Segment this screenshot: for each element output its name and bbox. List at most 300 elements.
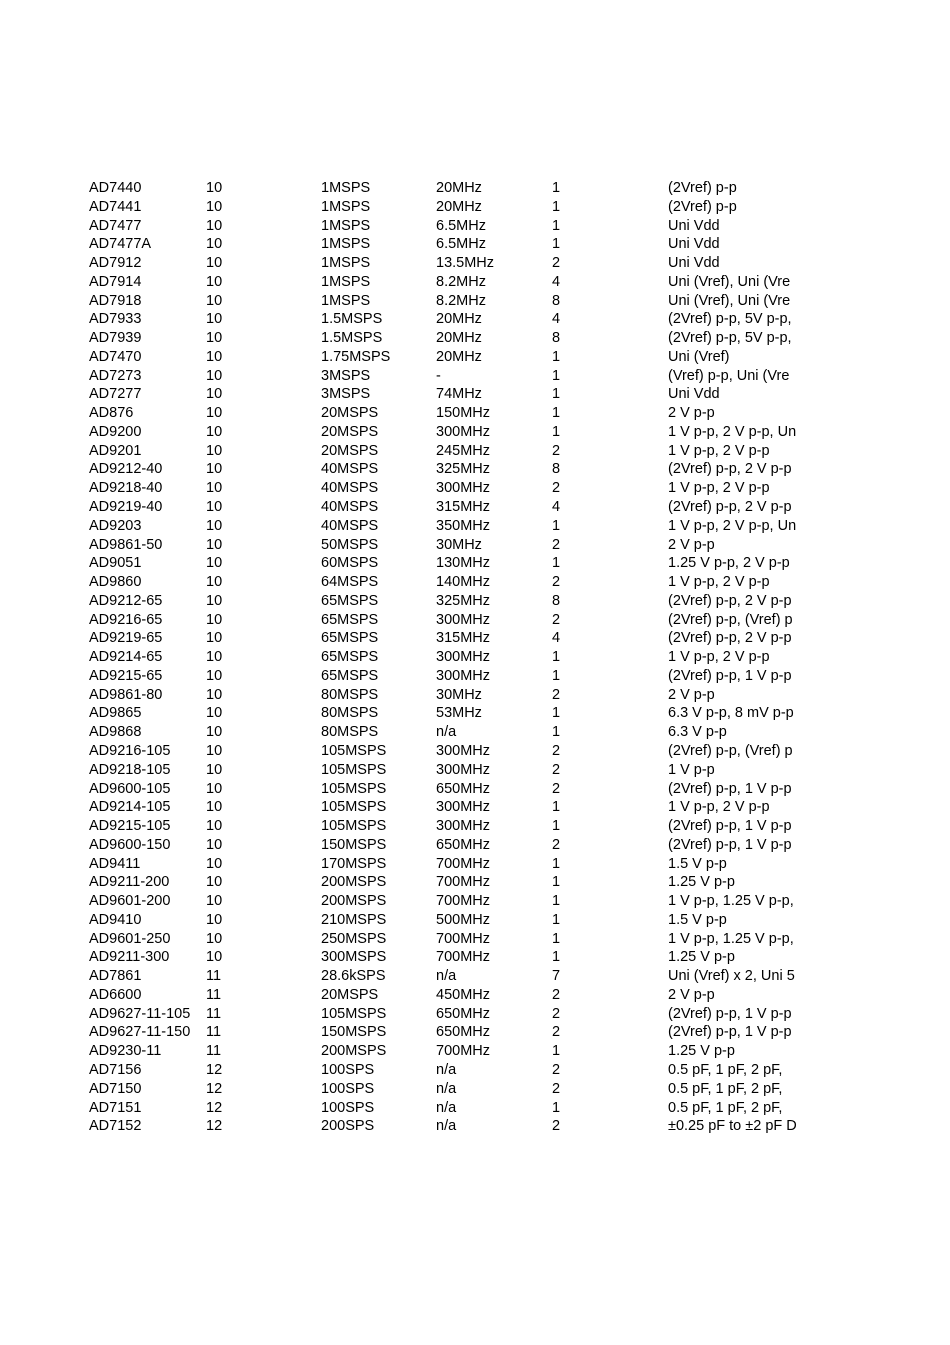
table-row (89, 1042, 909, 1061)
input-range-cell: (2Vref) p-p, 2 V p-p (668, 592, 792, 609)
channels-cell: 8 (552, 461, 561, 478)
bandwidth-cell: 300MHz (436, 423, 490, 440)
table-row (89, 742, 909, 761)
resolution-cell: 12 (206, 1061, 223, 1078)
sample-rate-cell: 105MSPS (321, 799, 387, 816)
part-number-cell: AD7912 (89, 255, 142, 272)
part-number-cell: AD9215-105 (89, 818, 171, 835)
input-range-cell: (2Vref) p-p, 5V p-p, (668, 330, 792, 347)
channels-cell: 2 (552, 480, 561, 497)
resolution-cell: 11 (206, 986, 222, 1003)
sample-rate-cell: 150MSPS (321, 836, 387, 853)
sample-rate-cell: 105MSPS (321, 761, 387, 778)
channels-cell: 2 (552, 255, 561, 272)
resolution-cell: 12 (206, 1118, 223, 1135)
sample-rate-cell: 65MSPS (321, 611, 379, 628)
input-range-cell: (2Vref) p-p, (Vref) p (668, 611, 793, 628)
resolution-cell: 10 (206, 180, 223, 196)
table-row (89, 667, 909, 686)
bandwidth-cell: 20MHz (436, 198, 482, 215)
input-range-cell: 1.25 V p-p (668, 1043, 735, 1060)
part-number-cell: AD7939 (89, 330, 142, 347)
channels-cell: 4 (552, 273, 561, 290)
bandwidth-cell: 300MHz (436, 611, 490, 628)
sample-rate-cell: 50MSPS (321, 536, 379, 553)
sample-rate-cell: 60MSPS (321, 555, 379, 572)
part-number-cell: AD9219-40 (89, 499, 163, 516)
spreadsheet-table (89, 179, 909, 1136)
channels-cell: 1 (552, 1043, 561, 1060)
table-row (89, 179, 909, 198)
sample-rate-cell: 20MSPS (321, 442, 379, 459)
part-number-cell: AD7156 (89, 1061, 142, 1078)
resolution-cell: 10 (206, 367, 223, 384)
table-row (89, 930, 909, 949)
channels-cell: 1 (552, 667, 561, 684)
table-row (89, 780, 909, 799)
resolution-cell: 10 (206, 611, 223, 628)
input-range-cell: 1 V p-p, 2 V p-p, Un (668, 423, 797, 440)
table-row (89, 1023, 909, 1042)
table-row (89, 254, 909, 273)
table-row (89, 873, 909, 892)
channels-cell: 1 (552, 818, 561, 835)
part-number-cell: AD7152 (89, 1118, 142, 1135)
sample-rate-cell: 105MSPS (321, 1005, 387, 1022)
table-row (89, 273, 909, 292)
channels-cell: 2 (552, 1005, 561, 1022)
part-number-cell: AD9218-105 (89, 761, 171, 778)
table-row (89, 442, 909, 461)
channels-cell: 1 (552, 405, 561, 422)
sample-rate-cell: 200MSPS (321, 893, 387, 910)
part-number-cell: AD9203 (89, 517, 142, 534)
resolution-cell: 10 (206, 255, 223, 272)
input-range-cell: (2Vref) p-p, 2 V p-p (668, 499, 792, 516)
sample-rate-cell: 105MSPS (321, 818, 387, 835)
channels-cell: 1 (552, 198, 561, 215)
input-range-cell: 2 V p-p (668, 536, 715, 553)
sample-rate-cell: 3MSPS (321, 386, 371, 403)
part-number-cell: AD9861-50 (89, 536, 163, 553)
channels-cell: 1 (552, 386, 561, 403)
input-range-cell: 6.3 V p-p (668, 724, 727, 741)
table-row (89, 498, 909, 517)
table-row (89, 648, 909, 667)
table-row (89, 554, 909, 573)
part-number-cell: AD9601-200 (89, 893, 171, 910)
part-number-cell: AD7273 (89, 367, 142, 384)
bandwidth-cell: 700MHz (436, 1043, 490, 1060)
input-range-cell: Uni (Vref) x 2, Uni 5 (668, 968, 795, 985)
resolution-cell: 10 (206, 517, 223, 534)
input-range-cell: (Vref) p-p, Uni (Vre (668, 367, 790, 384)
resolution-cell: 10 (206, 630, 223, 647)
part-number-cell: AD7914 (89, 273, 142, 290)
resolution-cell: 10 (206, 855, 223, 872)
resolution-cell: 10 (206, 536, 223, 553)
sample-rate-cell: 1MSPS (321, 273, 371, 290)
bandwidth-cell: 300MHz (436, 761, 490, 778)
sample-rate-cell: 170MSPS (321, 855, 387, 872)
channels-cell: 2 (552, 742, 561, 759)
sample-rate-cell: 80MSPS (321, 724, 379, 741)
resolution-cell: 10 (206, 592, 223, 609)
input-range-cell: 2 V p-p (668, 686, 715, 703)
resolution-cell: 10 (206, 724, 223, 741)
table-row (89, 704, 909, 723)
bandwidth-cell: 74MHz (436, 386, 482, 403)
bandwidth-cell: 700MHz (436, 874, 490, 891)
table-row (89, 911, 909, 930)
part-number-cell: AD7470 (89, 348, 142, 365)
table-row (89, 573, 909, 592)
input-range-cell: 2 V p-p (668, 405, 715, 422)
sample-rate-cell: 200MSPS (321, 874, 387, 891)
part-number-cell: AD9410 (89, 911, 142, 928)
table-row (89, 611, 909, 630)
part-number-cell: AD9600-105 (89, 780, 171, 797)
channels-cell: 8 (552, 592, 561, 609)
channels-cell: 2 (552, 442, 561, 459)
channels-cell: 1 (552, 855, 561, 872)
bandwidth-cell: 8.2MHz (436, 273, 486, 290)
sample-rate-cell: 100SPS (321, 1080, 375, 1097)
input-range-cell: 1 V p-p, 2 V p-p (668, 480, 770, 497)
table-row (89, 592, 909, 611)
table-row (89, 948, 909, 967)
bandwidth-cell: 20MHz (436, 311, 482, 328)
channels-cell: 1 (552, 705, 561, 722)
resolution-cell: 10 (206, 911, 223, 928)
bandwidth-cell: 140MHz (436, 574, 490, 591)
bandwidth-cell: 315MHz (436, 630, 490, 647)
sample-rate-cell: 1.5MSPS (321, 330, 383, 347)
input-range-cell: 1 V p-p, 1.25 V p-p, (668, 930, 794, 947)
sample-rate-cell: 1.5MSPS (321, 311, 383, 328)
table-row (89, 798, 909, 817)
part-number-cell: AD9215-65 (89, 667, 163, 684)
bandwidth-cell: - (436, 367, 441, 384)
part-number-cell: AD9218-40 (89, 480, 163, 497)
table-row (89, 1005, 909, 1024)
input-range-cell: (2Vref) p-p, 2 V p-p (668, 630, 792, 647)
sample-rate-cell: 3MSPS (321, 367, 371, 384)
resolution-cell: 10 (206, 499, 223, 516)
input-range-cell: 1 V p-p (668, 761, 715, 778)
bandwidth-cell: 650MHz (436, 1024, 490, 1041)
sample-rate-cell: 40MSPS (321, 517, 379, 534)
sample-rate-cell: 200SPS (321, 1118, 375, 1135)
resolution-cell: 10 (206, 893, 223, 910)
resolution-cell: 10 (206, 198, 223, 215)
bandwidth-cell: 300MHz (436, 742, 490, 759)
resolution-cell: 10 (206, 667, 223, 684)
input-range-cell: (2Vref) p-p, 5V p-p, (668, 311, 792, 328)
table-row (89, 629, 909, 648)
channels-cell: 1 (552, 367, 561, 384)
resolution-cell: 11 (206, 968, 222, 985)
table-row (89, 1061, 909, 1080)
table-row (89, 385, 909, 404)
table-row (89, 836, 909, 855)
bandwidth-cell: 300MHz (436, 667, 490, 684)
part-number-cell: AD9627-11-150 (89, 1024, 191, 1041)
channels-cell: 1 (552, 555, 561, 572)
table-row (89, 986, 909, 1005)
sample-rate-cell: 300MSPS (321, 949, 387, 966)
resolution-cell: 10 (206, 705, 223, 722)
part-number-cell: AD7933 (89, 311, 142, 328)
bandwidth-cell: n/a (436, 1061, 457, 1078)
bandwidth-cell: 300MHz (436, 649, 490, 666)
input-range-cell: 1.25 V p-p, 2 V p-p (668, 555, 790, 572)
channels-cell: 1 (552, 517, 561, 534)
part-number-cell: AD7277 (89, 386, 142, 403)
input-range-cell: 0.5 pF, 1 pF, 2 pF, (668, 1061, 783, 1078)
input-range-cell: (2Vref) p-p, 2 V p-p (668, 461, 792, 478)
part-number-cell: AD9211-300 (89, 949, 170, 966)
bandwidth-cell: 325MHz (436, 461, 490, 478)
sample-rate-cell: 1MSPS (321, 292, 371, 309)
part-number-cell: AD9216-105 (89, 742, 171, 759)
part-number-cell: AD9216-65 (89, 611, 163, 628)
resolution-cell: 10 (206, 442, 223, 459)
input-range-cell: 1.5 V p-p (668, 911, 727, 928)
table-row (89, 1080, 909, 1099)
resolution-cell: 10 (206, 217, 223, 234)
input-range-cell: Uni (Vref), Uni (Vre (668, 273, 791, 290)
part-number-cell: AD876 (89, 405, 134, 422)
input-range-cell: (2Vref) p-p (668, 198, 737, 215)
sample-rate-cell: 100SPS (321, 1061, 375, 1078)
table-row (89, 761, 909, 780)
input-range-cell: (2Vref) p-p, 1 V p-p (668, 836, 792, 853)
table-row (89, 310, 909, 329)
input-range-cell: 0.5 pF, 1 pF, 2 pF, (668, 1099, 783, 1116)
input-range-cell: 1.25 V p-p (668, 949, 735, 966)
bandwidth-cell: 650MHz (436, 836, 490, 853)
table-row (89, 967, 909, 986)
resolution-cell: 10 (206, 348, 223, 365)
resolution-cell: 10 (206, 480, 223, 497)
channels-cell: 2 (552, 836, 561, 853)
bandwidth-cell: 13.5MHz (436, 255, 495, 272)
sample-rate-cell: 40MSPS (321, 499, 379, 516)
resolution-cell: 10 (206, 799, 223, 816)
bandwidth-cell: 300MHz (436, 818, 490, 835)
resolution-cell: 10 (206, 292, 223, 309)
part-number-cell: AD9860 (89, 574, 142, 591)
channels-cell: 2 (552, 780, 561, 797)
channels-cell: 2 (552, 611, 561, 628)
resolution-cell: 10 (206, 836, 223, 853)
part-number-cell: AD9600-150 (89, 836, 171, 853)
resolution-cell: 12 (206, 1080, 223, 1097)
part-number-cell: AD7918 (89, 292, 142, 309)
bandwidth-cell: n/a (436, 1118, 457, 1135)
resolution-cell: 10 (206, 874, 223, 891)
input-range-cell: Uni Vdd (668, 255, 720, 272)
table-row (89, 329, 909, 348)
sample-rate-cell: 20MSPS (321, 423, 379, 440)
bandwidth-cell: 6.5MHz (436, 217, 486, 234)
bandwidth-cell: 300MHz (436, 799, 490, 816)
table-row (89, 723, 909, 742)
table-row (89, 1117, 909, 1136)
channels-cell: 1 (552, 217, 561, 234)
sample-rate-cell: 150MSPS (321, 1024, 387, 1041)
channels-cell: 1 (552, 724, 561, 741)
bandwidth-cell: 300MHz (436, 480, 490, 497)
input-range-cell: (2Vref) p-p, 1 V p-p (668, 1024, 792, 1041)
bandwidth-cell: 700MHz (436, 893, 490, 910)
table-row (89, 892, 909, 911)
resolution-cell: 10 (206, 949, 223, 966)
resolution-cell: 10 (206, 761, 223, 778)
sample-rate-cell: 28.6kSPS (321, 968, 386, 985)
resolution-cell: 10 (206, 311, 223, 328)
bandwidth-cell: 350MHz (436, 517, 490, 534)
bandwidth-cell: n/a (436, 1099, 457, 1116)
table-row (89, 460, 909, 479)
part-number-cell: AD9411 (89, 855, 141, 872)
resolution-cell: 11 (206, 1024, 222, 1041)
channels-cell: 2 (552, 1080, 561, 1097)
sample-rate-cell: 65MSPS (321, 592, 379, 609)
part-number-cell: AD9201 (89, 442, 142, 459)
table-row (89, 1099, 909, 1118)
resolution-cell: 10 (206, 780, 223, 797)
channels-cell: 2 (552, 1024, 561, 1041)
part-number-cell: AD7150 (89, 1080, 142, 1097)
input-range-cell: 0.5 pF, 1 pF, 2 pF, (668, 1080, 783, 1097)
part-number-cell: AD7861 (89, 968, 142, 985)
table-row (89, 517, 909, 536)
bandwidth-cell: 20MHz (436, 180, 482, 196)
channels-cell: 4 (552, 499, 561, 516)
channels-cell: 8 (552, 330, 561, 347)
input-range-cell: 1.5 V p-p (668, 855, 727, 872)
resolution-cell: 10 (206, 461, 223, 478)
bandwidth-cell: 150MHz (436, 405, 490, 422)
bandwidth-cell: n/a (436, 1080, 457, 1097)
sample-rate-cell: 1MSPS (321, 217, 371, 234)
sample-rate-cell: 105MSPS (321, 780, 387, 797)
channels-cell: 1 (552, 911, 561, 928)
table-row (89, 479, 909, 498)
channels-cell: 2 (552, 1061, 561, 1078)
resolution-cell: 10 (206, 574, 223, 591)
input-range-cell: (2Vref) p-p, 1 V p-p (668, 667, 792, 684)
input-range-cell: 1 V p-p, 2 V p-p (668, 574, 770, 591)
bandwidth-cell: 6.5MHz (436, 236, 486, 253)
bandwidth-cell: 20MHz (436, 348, 482, 365)
channels-cell: 4 (552, 630, 561, 647)
sample-rate-cell: 1.75MSPS (321, 348, 391, 365)
input-range-cell: 1.25 V p-p (668, 874, 735, 891)
part-number-cell: AD9212-65 (89, 592, 163, 609)
table-row (89, 348, 909, 367)
part-number-cell: AD9861-80 (89, 686, 163, 703)
part-number-cell: AD7441 (89, 198, 142, 215)
resolution-cell: 10 (206, 330, 223, 347)
resolution-cell: 10 (206, 386, 223, 403)
table-row (89, 404, 909, 423)
part-number-cell: AD9865 (89, 705, 142, 722)
bandwidth-cell: 30MHz (436, 686, 482, 703)
channels-cell: 2 (552, 986, 561, 1003)
resolution-cell: 10 (206, 930, 223, 947)
input-range-cell: Uni Vdd (668, 217, 720, 234)
part-number-cell: AD9627-11-105 (89, 1005, 191, 1022)
table-row (89, 686, 909, 705)
resolution-cell: 10 (206, 649, 223, 666)
part-number-cell: AD6600 (89, 986, 142, 1003)
channels-cell: 7 (552, 968, 561, 985)
input-range-cell: 2 V p-p (668, 986, 715, 1003)
input-range-cell: 1 V p-p, 2 V p-p (668, 799, 770, 816)
table-row (89, 855, 909, 874)
channels-cell: 1 (552, 1099, 561, 1116)
sample-rate-cell: 250MSPS (321, 930, 387, 947)
bandwidth-cell: 700MHz (436, 930, 490, 947)
part-number-cell: AD9868 (89, 724, 142, 741)
sample-rate-cell: 20MSPS (321, 405, 379, 422)
part-number-cell: AD9211-200 (89, 874, 170, 891)
input-range-cell: ±0.25 pF to ±2 pF D (668, 1118, 797, 1135)
bandwidth-cell: n/a (436, 968, 457, 985)
sample-rate-cell: 64MSPS (321, 574, 379, 591)
resolution-cell: 10 (206, 742, 223, 759)
bandwidth-cell: 130MHz (436, 555, 490, 572)
resolution-cell: 10 (206, 405, 223, 422)
sample-rate-cell: 1MSPS (321, 180, 371, 196)
sample-rate-cell: 65MSPS (321, 649, 379, 666)
channels-cell: 4 (552, 311, 561, 328)
bandwidth-cell: 325MHz (436, 592, 490, 609)
table-row (89, 292, 909, 311)
bandwidth-cell: 700MHz (436, 949, 490, 966)
input-range-cell: 1 V p-p, 2 V p-p (668, 649, 770, 666)
bandwidth-cell: 450MHz (436, 986, 490, 1003)
input-range-cell: (2Vref) p-p, 1 V p-p (668, 1005, 792, 1022)
input-range-cell: (2Vref) p-p, (Vref) p (668, 742, 793, 759)
channels-cell: 2 (552, 574, 561, 591)
sample-rate-cell: 65MSPS (321, 630, 379, 647)
part-number-cell: AD7440 (89, 180, 142, 196)
channels-cell: 1 (552, 893, 561, 910)
sample-rate-cell: 1MSPS (321, 236, 371, 253)
bandwidth-cell: 700MHz (436, 855, 490, 872)
input-range-cell: (2Vref) p-p, 1 V p-p (668, 780, 792, 797)
resolution-cell: 10 (206, 555, 223, 572)
channels-cell: 2 (552, 686, 561, 703)
sample-rate-cell: 40MSPS (321, 480, 379, 497)
sample-rate-cell: 80MSPS (321, 705, 379, 722)
resolution-cell: 10 (206, 236, 223, 253)
channels-cell: 1 (552, 949, 561, 966)
channels-cell: 1 (552, 423, 561, 440)
resolution-cell: 11 (206, 1043, 222, 1060)
input-range-cell: Uni (Vref) (668, 348, 730, 365)
bandwidth-cell: n/a (436, 724, 457, 741)
input-range-cell: (2Vref) p-p (668, 180, 737, 196)
channels-cell: 1 (552, 930, 561, 947)
part-number-cell: AD7477 (89, 217, 142, 234)
channels-cell: 2 (552, 1118, 561, 1135)
bandwidth-cell: 30MHz (436, 536, 482, 553)
